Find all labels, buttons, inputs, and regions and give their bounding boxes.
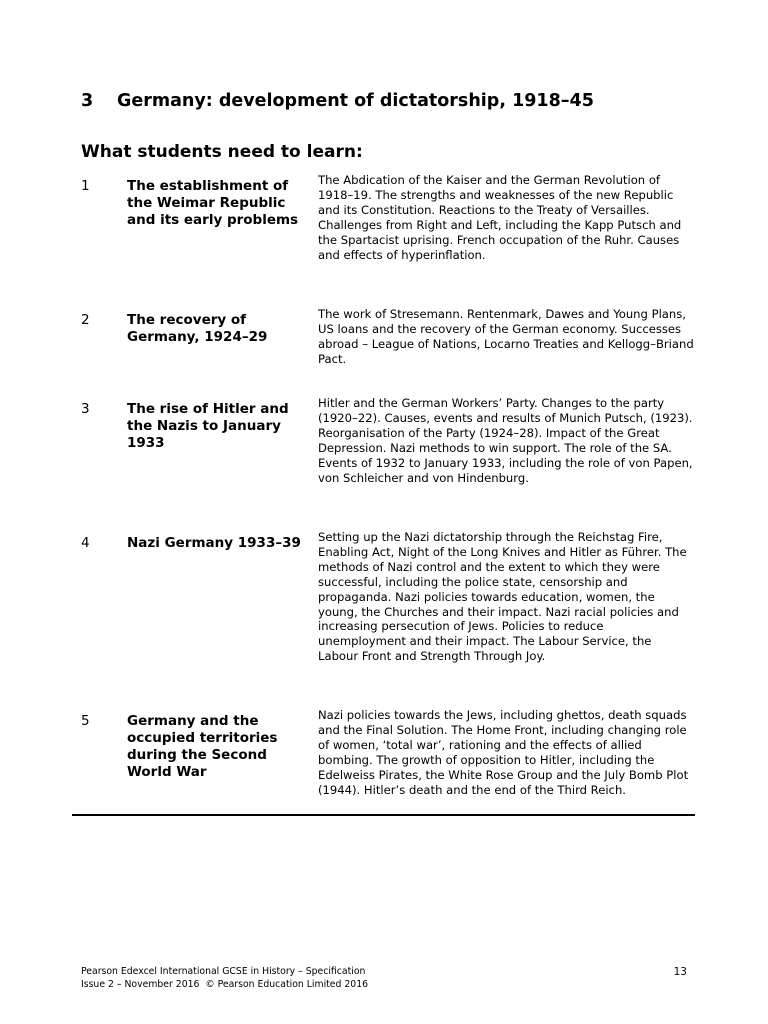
row-number: 4 xyxy=(81,535,90,551)
section-title-text: Germany: development of dictatorship, 1918–45 xyxy=(117,91,594,111)
row-topic: The establishment of the Weimar Republic and its early problems xyxy=(127,178,299,228)
row-description: Setting up the Nazi dictatorship through the Reichstag Fire, Enabling Act, Night of the Long Knives and Hitler as Führer. The methods of Nazi control and the extent to which they were successful, including the police state, censorship and propaganda. Nazi policies towards education, women, the young, the Churches and their impact. Nazi racial policies and increasing persecution of Jews. Policies to reduce unemployment and their impact. The Labour Service, the Labour Front and Strength Through Joy. xyxy=(318,530,687,664)
section-number: 3 xyxy=(81,91,94,111)
row-description: Nazi policies towards the Jews, including ghettos, death squads and the Final Solution. The Home Front, including changing role of women, ‘total war’, rationing and the effects of allied bombing. The growth of opposition to Hitler, including the Edelweiss Pirates, the White Rose Group and the July Bomb Plot (1944). Hitler’s death and the end of the Third Reich. xyxy=(318,708,689,797)
footer-line-1: Pearson Edexcel International GCSE in History – Specification xyxy=(81,966,366,977)
row-topic: Nazi Germany 1933–39 xyxy=(127,535,301,551)
row-number: 3 xyxy=(81,401,90,417)
footer xyxy=(81,966,368,991)
section-title xyxy=(81,91,594,111)
subheading: What students need to learn: xyxy=(81,142,363,162)
row-number: 2 xyxy=(81,312,90,328)
footer-line-2: Issue 2 – November 2016 © Pearson Education Limited 2016 xyxy=(81,978,369,990)
page-number: 13 xyxy=(673,966,687,978)
table-bottom-rule xyxy=(72,814,695,816)
row-description: The work of Stresemann. Rentenmark, Dawes and Young Plans, US loans and the recovery of the German economy. Successes abroad – League of Nations, Locarno Treaties and Kellogg–Briand Pact. xyxy=(318,307,694,366)
row-number: 1 xyxy=(81,178,90,194)
row-topic: Germany and the occupied territories during the Second World War xyxy=(127,713,278,780)
row-description: Hitler and the German Workers’ Party. Changes to the party (1920–22). Causes, events and results of Munich Putsch, (1923). Reorganisation of the Party (1924–28). Impact of the Great Depression. Nazi methods to win support. The role of the SA. Events of 1932 to January 1933, including the role of von Papen, von Schleicher and von Hindenburg. xyxy=(318,396,693,485)
row-topic: The recovery of Germany, 1924–29 xyxy=(127,312,268,345)
row-description: The Abdication of the Kaiser and the German Revolution of 1918–19. The strengths and weaknesses of the new Republic and its Constitution. Reactions to the Treaty of Versailles. Challenges from Right and Left, including the Kapp Putsch and the Spartacist uprising. French occupation of the Ruhr. Causes and effects of hyperinflation. xyxy=(318,173,682,262)
row-topic: The rise of Hitler and the Nazis to January 1933 xyxy=(127,401,289,451)
row-number: 5 xyxy=(81,713,90,729)
